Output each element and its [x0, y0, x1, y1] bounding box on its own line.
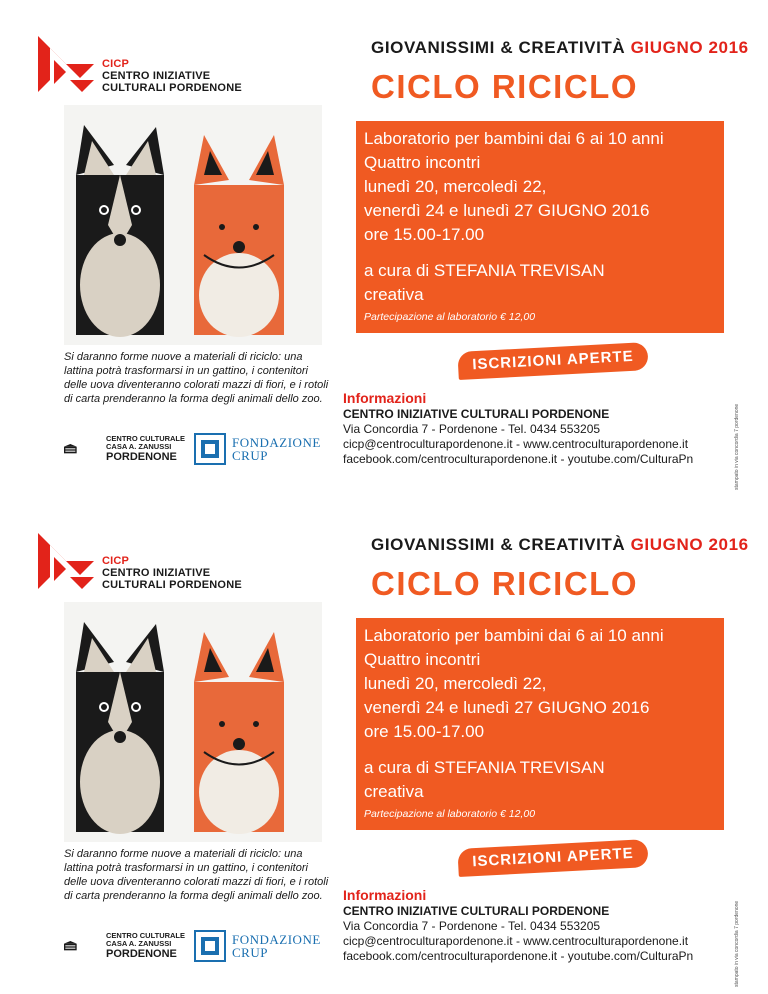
details-line: ore 15.00-17.00	[364, 722, 485, 741]
details-line: Quattro incontri	[364, 153, 481, 172]
info-social[interactable]: facebook.com/centroculturapordenone.it - youtube.com/CulturaPn	[343, 452, 694, 466]
participation-fee: Partecipazione al laboratorio € 12,00	[364, 311, 536, 323]
event-title: CICLO RICICLO	[371, 565, 638, 602]
info-contacts[interactable]: cicp@centroculturapordenone.it - www.centroculturapordenone.it	[343, 437, 689, 451]
details-line: lunedì 20, mercoledì 22,	[364, 674, 547, 693]
curator-line1: a cura di STEFANIA TREVISAN	[364, 261, 605, 280]
crup-line1: FONDAZIONE	[232, 932, 321, 947]
print-stamp	[734, 877, 740, 987]
cc-line1: CENTRO CULTURALE	[106, 434, 186, 443]
cc-line2: CASA A. ZANUSSI	[106, 939, 172, 948]
crup-line2: CRUP	[232, 448, 268, 463]
registration-badge: ISCRIZIONI APERTE	[457, 342, 648, 380]
info-title: Informazioni	[343, 390, 427, 406]
crup-line2: CRUP	[232, 945, 268, 960]
header-prefix: GIOVANISSIMI & CREATIVITÀ	[371, 38, 626, 57]
casa-zanussi-logo-icon	[64, 931, 104, 961]
curator	[364, 259, 605, 307]
cc-line3: PORDENONE	[106, 451, 177, 463]
header-month: GIUGNO 2016	[630, 38, 749, 57]
org-name	[102, 555, 242, 591]
cicp-logo-icon	[36, 533, 96, 593]
cc-line2: CASA A. ZANUSSI	[106, 442, 172, 451]
info-org: CENTRO INIZIATIVE CULTURALI PORDENONE	[343, 407, 610, 421]
info-title: Informazioni	[343, 887, 427, 903]
org-name	[102, 58, 242, 94]
org-short: CICP	[102, 555, 130, 567]
org-line2: CULTURALI PORDENONE	[102, 579, 242, 591]
curator-line2: creativa	[364, 782, 424, 801]
cicp-logo-icon	[36, 36, 96, 96]
curator-line1: a cura di STEFANIA TREVISAN	[364, 758, 605, 777]
info-block	[343, 390, 693, 467]
details-line: Quattro incontri	[364, 650, 481, 669]
event-details-box	[356, 618, 724, 830]
registration-badge: ISCRIZIONI APERTE	[457, 839, 648, 877]
info-social[interactable]: facebook.com/centroculturapordenone.it - youtube.com/CulturaPn	[343, 949, 694, 963]
header-prefix: GIOVANISSIMI & CREATIVITÀ	[371, 535, 626, 554]
info-org: CENTRO INIZIATIVE CULTURALI PORDENONE	[343, 904, 610, 918]
org-line2: CULTURALI PORDENONE	[102, 82, 242, 94]
print-stamp-text: stampato in via concordia 7 pordenone	[734, 900, 740, 987]
cc-line1: CENTRO CULTURALE	[106, 931, 186, 940]
print-stamp	[734, 380, 740, 490]
org-line1: CENTRO INIZIATIVE	[102, 567, 211, 579]
details-line: ore 15.00-17.00	[364, 225, 485, 244]
casa-zanussi-text	[106, 932, 185, 960]
crup-logo-icon	[193, 432, 227, 466]
flyer-bottom	[0, 497, 768, 994]
info-address: Via Concordia 7 - Pordenone - Tel. 0434 553205	[343, 422, 601, 436]
casa-zanussi-logo-icon	[64, 434, 104, 464]
casa-zanussi-text	[106, 435, 185, 463]
print-stamp-text: stampato in via concordia 7 pordenone	[734, 403, 740, 490]
info-block	[343, 887, 693, 964]
org-line1: CENTRO INIZIATIVE	[102, 70, 211, 82]
details-line: venerdì 24 e lunedì 27 GIUGNO 2016	[364, 201, 650, 220]
series-header	[371, 535, 749, 555]
info-address: Via Concordia 7 - Pordenone - Tel. 0434 553205	[343, 919, 601, 933]
cc-line3: PORDENONE	[106, 948, 177, 960]
description: Si daranno forme nuove a materiali di riciclo: una lattina potrà trasformarsi in un gattino, i contenitori delle uova diventeranno colorati mazzi di fiori, e i rotoli di carta prenderanno la forma degli animali dello zoo.	[64, 351, 329, 405]
crup-text	[232, 436, 321, 462]
details-line: Laboratorio per bambini dai 6 ai 10 anni	[364, 129, 664, 148]
event-details	[364, 624, 664, 744]
owl-fox-photo	[64, 602, 322, 842]
curator	[364, 756, 605, 804]
crup-text	[232, 933, 321, 959]
crup-line1: FONDAZIONE	[232, 435, 321, 450]
participation-fee: Partecipazione al laboratorio € 12,00	[364, 808, 536, 820]
details-line: Laboratorio per bambini dai 6 ai 10 anni	[364, 626, 664, 645]
crup-logo-icon	[193, 929, 227, 963]
curator-line2: creativa	[364, 285, 424, 304]
series-header	[371, 38, 749, 58]
owl-fox-photo	[64, 105, 322, 345]
info-contacts[interactable]: cicp@centroculturapordenone.it - www.centroculturapordenone.it	[343, 934, 689, 948]
event-details	[364, 127, 664, 247]
header-month: GIUGNO 2016	[630, 535, 749, 554]
org-short: CICP	[102, 58, 130, 70]
details-line: venerdì 24 e lunedì 27 GIUGNO 2016	[364, 698, 650, 717]
event-title: CICLO RICICLO	[371, 68, 638, 105]
details-line: lunedì 20, mercoledì 22,	[364, 177, 547, 196]
description: Si daranno forme nuove a materiali di riciclo: una lattina potrà trasformarsi in un gattino, i contenitori delle uova diventeranno colorati mazzi di fiori, e i rotoli di carta prenderanno la forma degli animali dello zoo.	[64, 848, 329, 902]
event-details-box	[356, 121, 724, 333]
